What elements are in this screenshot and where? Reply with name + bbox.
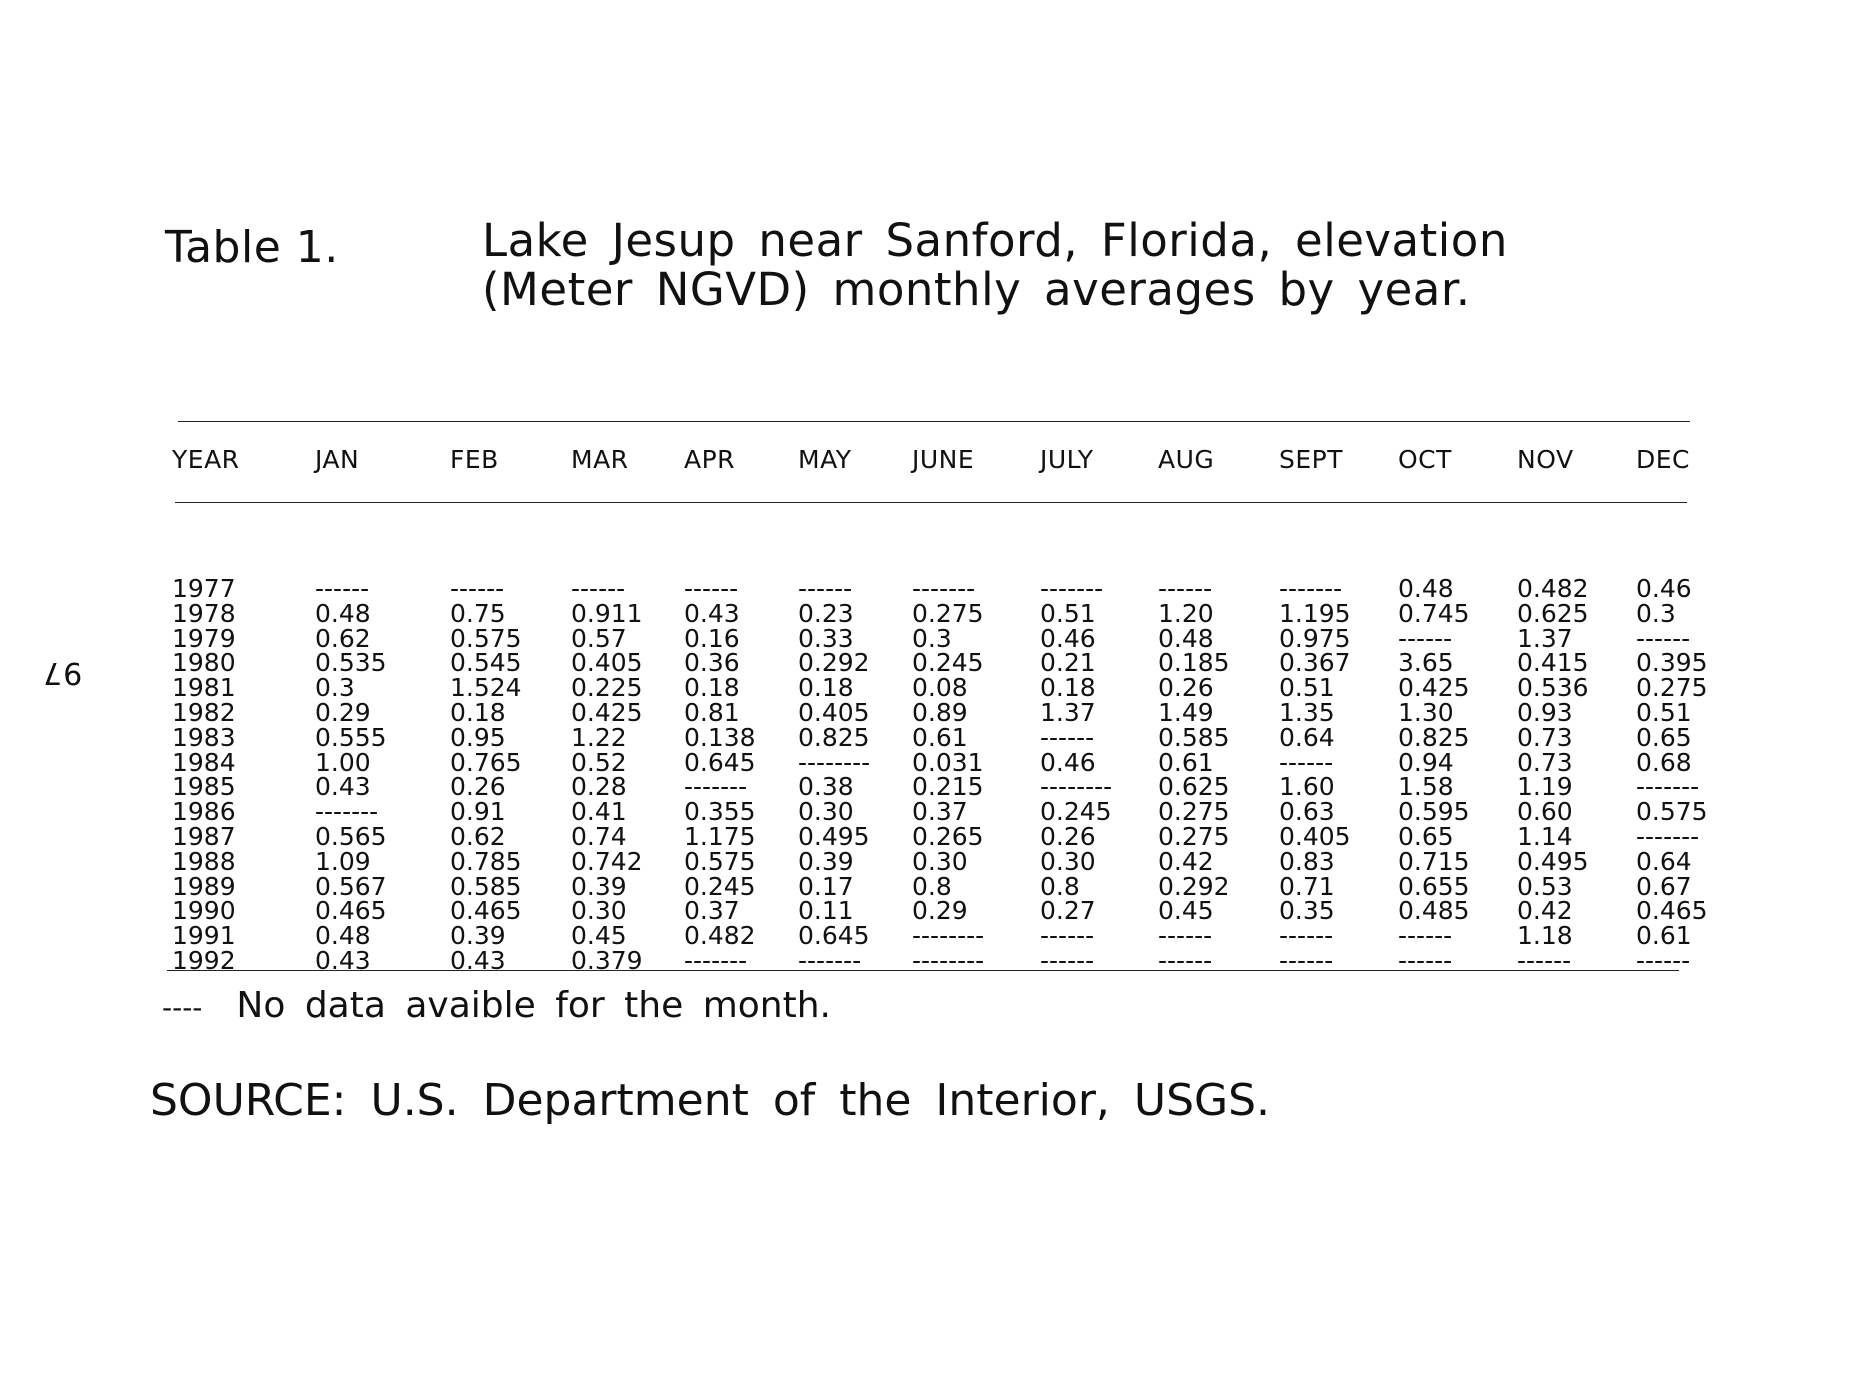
value-cell: 0.43 (315, 945, 371, 975)
value-cell: 1.49 (1158, 697, 1214, 727)
value-cell: 1.30 (1398, 697, 1454, 727)
value-cell: 0.43 (684, 598, 740, 628)
value-cell: 1.195 (1279, 598, 1351, 628)
value-cell: 0.61 (1158, 747, 1214, 777)
value-cell: 0.38 (798, 772, 854, 802)
value-cell: 0.71 (1279, 871, 1335, 901)
value-cell: 1.18 (1517, 921, 1573, 951)
value-cell: 0.465 (450, 896, 522, 926)
value-cell: 0.595 (1398, 797, 1470, 827)
value-cell: 0.39 (450, 921, 506, 951)
value-cell: ------ (1636, 623, 1691, 653)
value-cell: 0.33 (798, 623, 854, 653)
value-cell: 0.8 (912, 871, 952, 901)
value-cell: 0.825 (798, 722, 870, 752)
value-cell: 0.63 (1279, 797, 1335, 827)
value-cell: 0.715 (1398, 846, 1470, 876)
value-cell: 0.16 (684, 623, 740, 653)
value-cell: 0.65 (1398, 821, 1454, 851)
value-cell: 0.67 (1636, 871, 1692, 901)
year-cell: 1984 (172, 747, 236, 777)
value-cell: 0.64 (1636, 846, 1692, 876)
value-cell: 0.75 (450, 598, 506, 628)
value-cell: ------ (1158, 921, 1213, 951)
value-cell: 0.41 (571, 797, 627, 827)
value-cell: 0.11 (798, 896, 854, 926)
value-cell: 0.83 (1279, 846, 1335, 876)
table-title-line-2: (Meter NGVD) monthly averages by year. (482, 263, 1471, 316)
value-cell: -------- (912, 945, 985, 975)
value-cell: 0.21 (1040, 648, 1096, 678)
value-cell: ------ (1636, 945, 1691, 975)
value-cell: 0.42 (1158, 846, 1214, 876)
year-cell: 1982 (172, 697, 236, 727)
value-cell: ------- (1040, 574, 1104, 603)
value-cell: 0.405 (1279, 821, 1351, 851)
value-cell: 0.8 (1040, 871, 1080, 901)
value-cell: ------- (315, 797, 379, 827)
value-cell: 0.36 (684, 648, 740, 678)
value-cell: -------- (1040, 772, 1113, 802)
value-cell: 0.51 (1279, 673, 1335, 703)
value-cell: 0.465 (315, 896, 387, 926)
table-row (172, 602, 1708, 627)
value-cell: 0.742 (571, 846, 643, 876)
value-cell: 0.48 (1398, 574, 1454, 603)
value-cell: 0.138 (684, 722, 756, 752)
value-cell: 0.30 (571, 896, 627, 926)
value-cell: ------ (684, 574, 739, 603)
value-cell: 0.73 (1517, 722, 1573, 752)
value-cell: 1.09 (315, 846, 371, 876)
value-cell: 0.567 (315, 871, 387, 901)
table-row (172, 726, 1708, 751)
value-cell: 0.39 (798, 846, 854, 876)
value-cell: 0.65 (1636, 722, 1692, 752)
column-header: FEB (450, 445, 499, 474)
value-cell: 0.482 (684, 921, 756, 951)
value-cell: 0.39 (571, 871, 627, 901)
value-cell: 0.031 (912, 747, 984, 777)
value-cell: 0.3 (912, 623, 952, 653)
value-cell: 0.68 (1636, 747, 1692, 777)
column-header: MAY (798, 445, 852, 474)
value-cell: 0.395 (1636, 648, 1708, 678)
value-cell: 0.57 (571, 623, 627, 653)
value-cell: 0.73 (1517, 747, 1573, 777)
value-cell: 0.30 (798, 797, 854, 827)
table-title-line-1: Lake Jesup near Sanford, Florida, elevation (482, 214, 1508, 267)
value-cell: ------ (571, 574, 626, 603)
value-cell: 0.825 (1398, 722, 1470, 752)
value-cell: 0.45 (571, 921, 627, 951)
table-row (172, 499, 1708, 602)
value-cell: 1.60 (1279, 772, 1335, 802)
value-cell: ------ (1517, 945, 1572, 975)
value-cell: ------ (450, 574, 505, 603)
column-header: AUG (1158, 445, 1215, 474)
header-row (172, 445, 1708, 499)
value-cell: 0.645 (684, 747, 756, 777)
value-cell: ------ (1040, 722, 1095, 752)
value-cell: ------- (1636, 821, 1700, 851)
value-cell: 0.575 (450, 623, 522, 653)
value-cell: ------ (798, 574, 853, 603)
value-cell: 0.185 (1158, 648, 1230, 678)
year-cell: 1980 (172, 648, 236, 678)
value-cell: ------ (1398, 921, 1453, 951)
footnote (162, 985, 831, 1026)
value-cell: 0.367 (1279, 648, 1351, 678)
value-cell: 0.405 (798, 697, 870, 727)
value-cell: 0.61 (1636, 921, 1692, 951)
value-cell: 1.22 (571, 722, 627, 752)
year-cell: 1987 (172, 821, 236, 851)
table-label: Table 1. (165, 222, 339, 273)
value-cell: 0.245 (912, 648, 984, 678)
value-cell: 0.18 (1040, 673, 1096, 703)
value-cell: 0.26 (1158, 673, 1214, 703)
value-cell: 0.35 (1279, 896, 1335, 926)
value-cell: -------- (798, 747, 871, 777)
value-cell: 0.26 (450, 772, 506, 802)
value-cell: 0.245 (684, 871, 756, 901)
value-cell: 0.355 (684, 797, 756, 827)
value-cell: ------- (798, 945, 862, 975)
value-cell: ------ (1398, 945, 1453, 975)
value-cell: 0.415 (1517, 648, 1589, 678)
value-cell: ------ (315, 574, 370, 603)
value-cell: 0.29 (315, 697, 371, 727)
value-cell: 0.64 (1279, 722, 1335, 752)
value-cell: 1.58 (1398, 772, 1454, 802)
value-cell: 0.292 (1158, 871, 1230, 901)
value-cell: 1.35 (1279, 697, 1335, 727)
value-cell: 0.18 (450, 697, 506, 727)
value-cell: ------- (684, 772, 748, 802)
year-cell: 1978 (172, 598, 236, 628)
value-cell: 0.565 (315, 821, 387, 851)
year-cell: 1985 (172, 772, 236, 802)
value-cell: 0.275 (912, 598, 984, 628)
value-cell: 0.43 (315, 772, 371, 802)
value-cell: 0.785 (450, 846, 522, 876)
value-cell: 0.93 (1517, 697, 1573, 727)
value-cell: 0.48 (1158, 623, 1214, 653)
value-cell: 0.37 (912, 797, 968, 827)
value-cell: 0.535 (315, 648, 387, 678)
value-cell: 0.45 (1158, 896, 1214, 926)
year-cell: 1977 (172, 574, 236, 603)
value-cell: 0.275 (1158, 821, 1230, 851)
value-cell: 0.81 (684, 697, 740, 727)
value-cell: ------ (1158, 574, 1213, 603)
value-cell: 0.30 (1040, 846, 1096, 876)
page-number: 97 (42, 655, 83, 690)
value-cell: ------ (1398, 623, 1453, 653)
value-cell: 1.37 (1517, 623, 1573, 653)
year-cell: 1992 (172, 945, 236, 975)
value-cell: 0.17 (798, 871, 854, 901)
value-cell: 0.46 (1040, 747, 1096, 777)
column-header: JUNE (912, 445, 975, 474)
value-cell: 0.655 (1398, 871, 1470, 901)
column-header: APR (684, 445, 736, 474)
value-cell: 0.495 (1517, 846, 1589, 876)
value-cell: -------- (912, 921, 985, 951)
year-cell: 1989 (172, 871, 236, 901)
value-cell: 0.43 (450, 945, 506, 975)
value-cell: 0.545 (450, 648, 522, 678)
value-cell: 0.95 (450, 722, 506, 752)
value-cell: 0.625 (1517, 598, 1589, 628)
elevation-table (172, 445, 1708, 974)
table-row (172, 850, 1708, 875)
value-cell: 0.245 (1040, 797, 1112, 827)
year-cell: 1991 (172, 921, 236, 951)
top-rule (178, 421, 1690, 422)
column-header: YEAR (172, 445, 240, 474)
value-cell: 0.3 (315, 673, 355, 703)
value-cell: 0.23 (798, 598, 854, 628)
column-header: MAR (571, 445, 629, 474)
value-cell: ------ (1279, 945, 1334, 975)
value-cell: ------ (1158, 945, 1213, 975)
value-cell: 0.555 (315, 722, 387, 752)
year-cell: 1988 (172, 846, 236, 876)
value-cell: 0.48 (315, 921, 371, 951)
value-cell: 1.37 (1040, 697, 1096, 727)
value-cell: 0.18 (684, 673, 740, 703)
value-cell: 0.27 (1040, 896, 1096, 926)
value-cell: 0.74 (571, 821, 627, 851)
value-cell: 0.265 (912, 821, 984, 851)
value-cell: 0.495 (798, 821, 870, 851)
value-cell: ------ (1279, 747, 1334, 777)
value-cell: 0.30 (912, 846, 968, 876)
column-header: JULY (1040, 445, 1094, 474)
value-cell: 0.62 (315, 623, 371, 653)
value-cell: 0.765 (450, 747, 522, 777)
value-cell: 0.62 (450, 821, 506, 851)
value-cell: 0.585 (450, 871, 522, 901)
value-cell: 0.61 (912, 722, 968, 752)
value-cell: 1.524 (450, 673, 522, 703)
value-cell: 0.08 (912, 673, 968, 703)
value-cell: ------- (1636, 772, 1700, 802)
value-cell: 0.225 (571, 673, 643, 703)
value-cell: 0.536 (1517, 673, 1589, 703)
value-cell: 1.19 (1517, 772, 1573, 802)
value-cell: 0.645 (798, 921, 870, 951)
value-cell: 0.575 (1636, 797, 1708, 827)
value-cell: 0.48 (315, 598, 371, 628)
value-cell: ------ (1040, 921, 1095, 951)
value-cell: 0.585 (1158, 722, 1230, 752)
value-cell: 0.18 (798, 673, 854, 703)
table-title (482, 216, 1508, 314)
value-cell: 0.60 (1517, 797, 1573, 827)
value-cell: 0.89 (912, 697, 968, 727)
value-cell: 0.625 (1158, 772, 1230, 802)
value-cell: 0.975 (1279, 623, 1351, 653)
year-cell: 1979 (172, 623, 236, 653)
year-cell: 1986 (172, 797, 236, 827)
value-cell: 1.14 (1517, 821, 1573, 851)
column-header: DEC (1636, 445, 1691, 474)
value-cell: 0.465 (1636, 896, 1708, 926)
value-cell: 3.65 (1398, 648, 1454, 678)
value-cell: 0.26 (1040, 821, 1096, 851)
value-cell: 0.46 (1636, 574, 1692, 603)
value-cell: 0.215 (912, 772, 984, 802)
value-cell: 0.425 (571, 697, 643, 727)
value-cell: 0.51 (1040, 598, 1096, 628)
value-cell: 0.52 (571, 747, 627, 777)
column-header: OCT (1398, 445, 1452, 474)
value-cell: 1.175 (684, 821, 756, 851)
value-cell: ------ (1279, 921, 1334, 951)
value-cell: 0.37 (684, 896, 740, 926)
value-cell: 0.379 (571, 945, 643, 975)
table-body (172, 499, 1708, 974)
value-cell: ------- (1279, 574, 1343, 603)
value-cell: 0.482 (1517, 574, 1589, 603)
value-cell: 1.20 (1158, 598, 1214, 628)
value-cell: 0.94 (1398, 747, 1454, 777)
footnote-text: No data avaible for the month. (236, 985, 831, 1026)
value-cell: ------- (912, 574, 976, 603)
value-cell: ------ (1040, 945, 1095, 975)
year-cell: 1983 (172, 722, 236, 752)
value-cell: 0.575 (684, 846, 756, 876)
value-cell: 0.29 (912, 896, 968, 926)
value-cell: 0.28 (571, 772, 627, 802)
value-cell: 1.00 (315, 747, 371, 777)
value-cell: 0.51 (1636, 697, 1692, 727)
value-cell: 0.275 (1636, 673, 1708, 703)
column-header: JAN (315, 445, 360, 474)
value-cell: 0.42 (1517, 896, 1573, 926)
value-cell: 0.91 (450, 797, 506, 827)
column-header: SEPT (1279, 445, 1344, 474)
value-cell: 0.485 (1398, 896, 1470, 926)
source-note: SOURCE: U.S. Department of the Interior, USGS. (150, 1075, 1271, 1126)
value-cell: 0.292 (798, 648, 870, 678)
value-cell: 0.53 (1517, 871, 1573, 901)
value-cell: 0.275 (1158, 797, 1230, 827)
value-cell: 0.745 (1398, 598, 1470, 628)
year-cell: 1981 (172, 673, 236, 703)
value-cell: 0.3 (1636, 598, 1676, 628)
table-row (172, 949, 1708, 974)
value-cell: 0.46 (1040, 623, 1096, 653)
value-cell: 0.425 (1398, 673, 1470, 703)
year-cell: 1990 (172, 896, 236, 926)
value-cell: ------- (684, 945, 748, 975)
value-cell: 0.911 (571, 598, 643, 628)
value-cell: 0.405 (571, 648, 643, 678)
footnote-symbol: ---- (162, 991, 203, 1024)
column-header: NOV (1517, 445, 1574, 474)
